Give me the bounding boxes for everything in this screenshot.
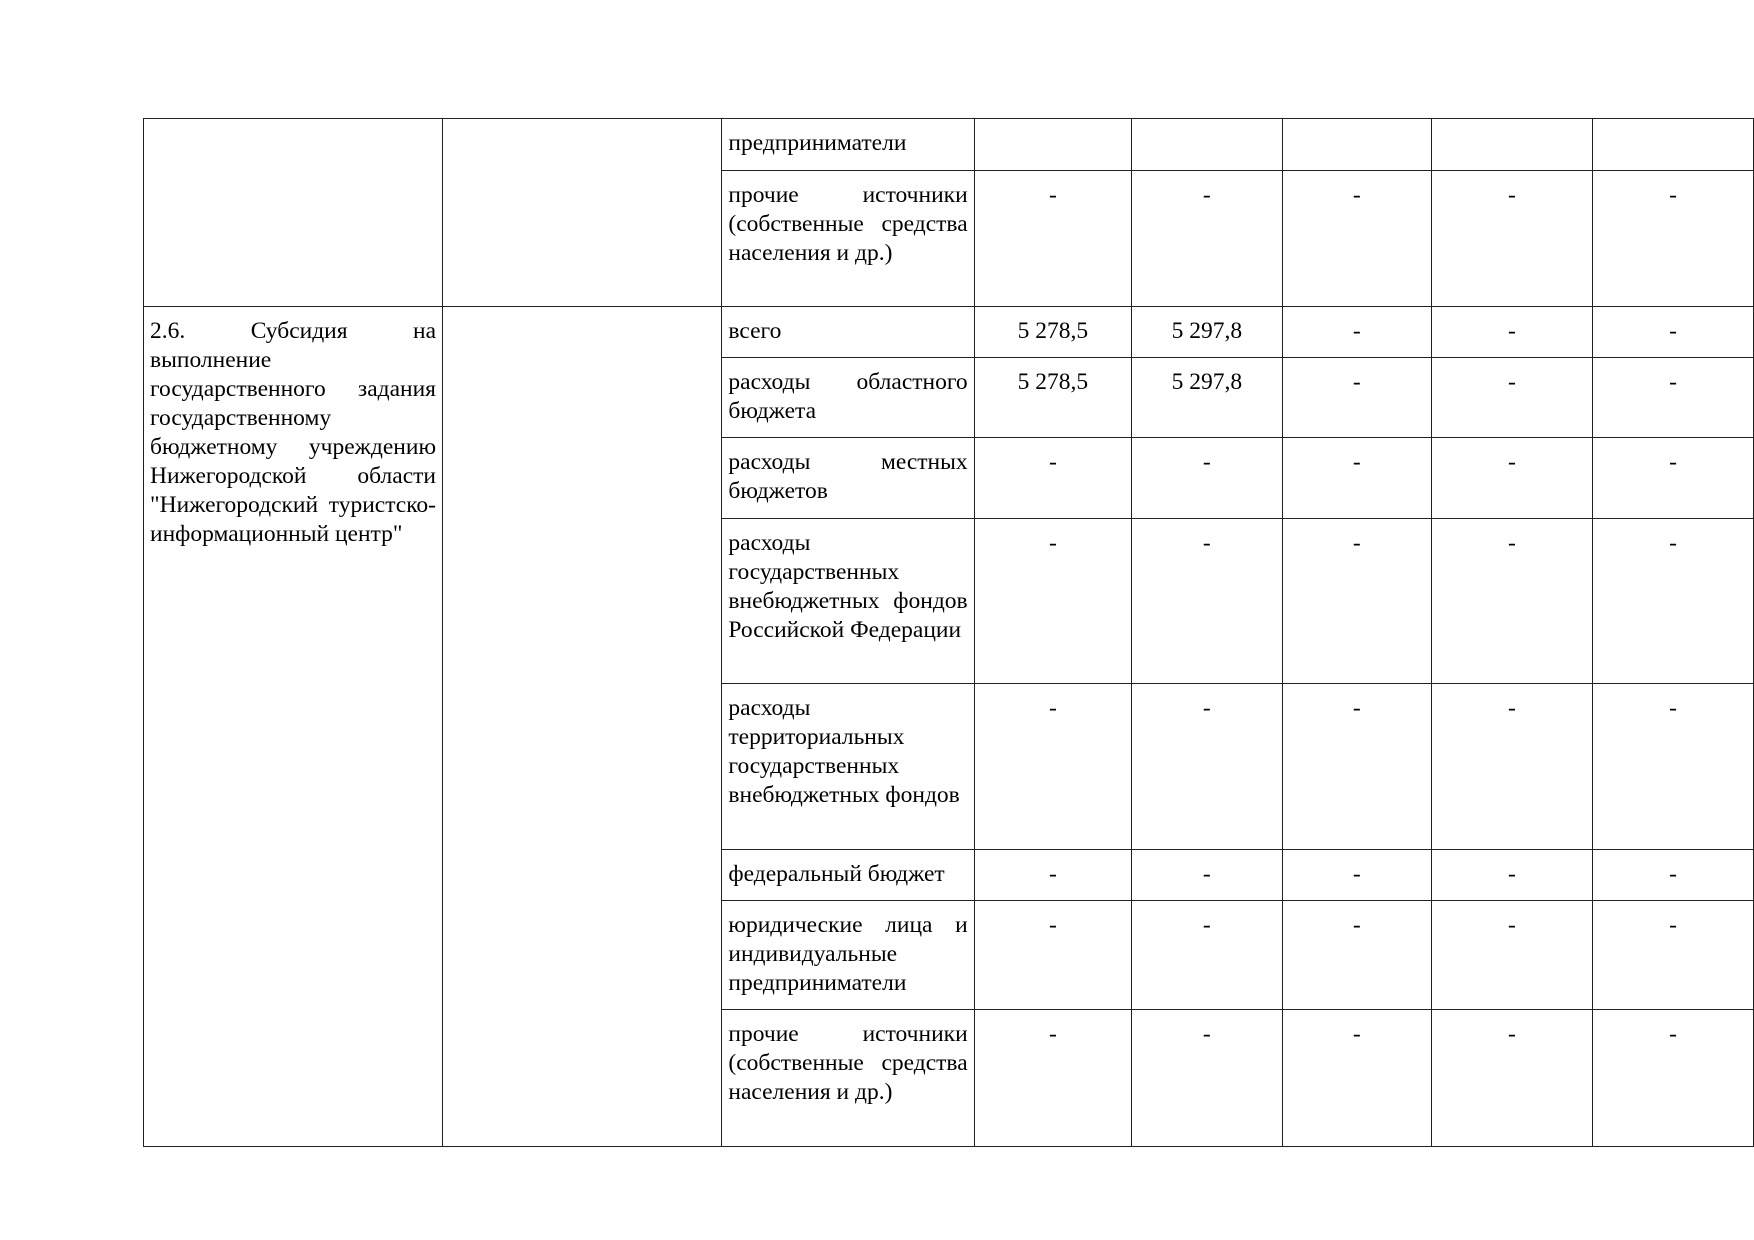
- value-cell: -: [1282, 519, 1431, 684]
- value-cell: -: [1282, 307, 1431, 358]
- source-cell: предприниматели: [722, 119, 974, 171]
- value-cell: -: [974, 1010, 1131, 1147]
- value-cell: -: [1282, 684, 1431, 850]
- value-cell: -: [974, 519, 1131, 684]
- value-cell: -: [1132, 171, 1283, 307]
- value-cell: -: [1592, 519, 1753, 684]
- source-cell: расходы территориальных государственных внебюджетных фондов: [722, 684, 974, 850]
- value-cell: -: [1592, 850, 1753, 901]
- source-cell: прочие источники (собственные средства населения и др.): [722, 1010, 974, 1147]
- value-cell: -: [1431, 171, 1592, 307]
- source-cell: расходы государственных внебюджетных фондов Российской Федерации: [722, 519, 974, 684]
- value-cell: -: [1592, 438, 1753, 519]
- executor-cell: [443, 119, 722, 307]
- table-row: [144, 119, 1754, 171]
- executor-cell: [443, 307, 722, 1147]
- value-cell: [974, 119, 1131, 171]
- value-cell: -: [1132, 850, 1283, 901]
- value-cell: -: [1592, 684, 1753, 850]
- value-cell: -: [1431, 1010, 1592, 1147]
- value-cell: [1431, 119, 1592, 171]
- value-cell: -: [1592, 307, 1753, 358]
- value-cell: -: [1132, 684, 1283, 850]
- value-cell: -: [1282, 850, 1431, 901]
- value-cell: -: [1282, 1010, 1431, 1147]
- value-cell: -: [1282, 901, 1431, 1010]
- table-row: [144, 307, 1754, 358]
- value-cell: [1592, 119, 1753, 171]
- value-cell: -: [1431, 307, 1592, 358]
- value-cell: -: [1282, 171, 1431, 307]
- value-cell: -: [1431, 519, 1592, 684]
- funding-table: [143, 118, 1754, 1147]
- value-cell: -: [1132, 1010, 1283, 1147]
- value-cell: -: [974, 171, 1131, 307]
- value-cell: [1132, 119, 1283, 171]
- value-cell: -: [1431, 684, 1592, 850]
- value-cell: -: [1431, 438, 1592, 519]
- source-cell: федеральный бюджет: [722, 850, 974, 901]
- value-cell: -: [1431, 358, 1592, 438]
- value-cell: -: [1592, 171, 1753, 307]
- value-cell: [1282, 119, 1431, 171]
- source-cell: всего: [722, 307, 974, 358]
- source-cell: прочие источники (собственные средства населения и др.): [722, 171, 974, 307]
- program-cell: [144, 119, 443, 307]
- value-cell: -: [1132, 901, 1283, 1010]
- value-cell: -: [974, 438, 1131, 519]
- value-cell: -: [1431, 901, 1592, 1010]
- value-cell: 5 278,5: [974, 358, 1131, 438]
- value-cell: -: [1282, 358, 1431, 438]
- value-cell: -: [974, 901, 1131, 1010]
- value-cell: -: [1132, 438, 1283, 519]
- value-cell: -: [974, 850, 1131, 901]
- source-cell: юридические лица и индивидуальные предприниматели: [722, 901, 974, 1010]
- source-cell: расходы областного бюджета: [722, 358, 974, 438]
- source-cell: расходы местных бюджетов: [722, 438, 974, 519]
- value-cell: -: [1592, 901, 1753, 1010]
- item-2-6-title: 2.6. Субсидия на выполнение государственного задания государственному бюджетному учреждению Нижегородской области "Нижегородский туристско-информационный центр": [144, 307, 443, 1147]
- value-cell: -: [1132, 519, 1283, 684]
- value-cell: 5 297,8: [1132, 358, 1283, 438]
- value-cell: -: [1592, 358, 1753, 438]
- value-cell: -: [1431, 850, 1592, 901]
- value-cell: 5 297,8: [1132, 307, 1283, 358]
- value-cell: 5 278,5: [974, 307, 1131, 358]
- value-cell: -: [1592, 1010, 1753, 1147]
- value-cell: -: [974, 684, 1131, 850]
- value-cell: -: [1282, 438, 1431, 519]
